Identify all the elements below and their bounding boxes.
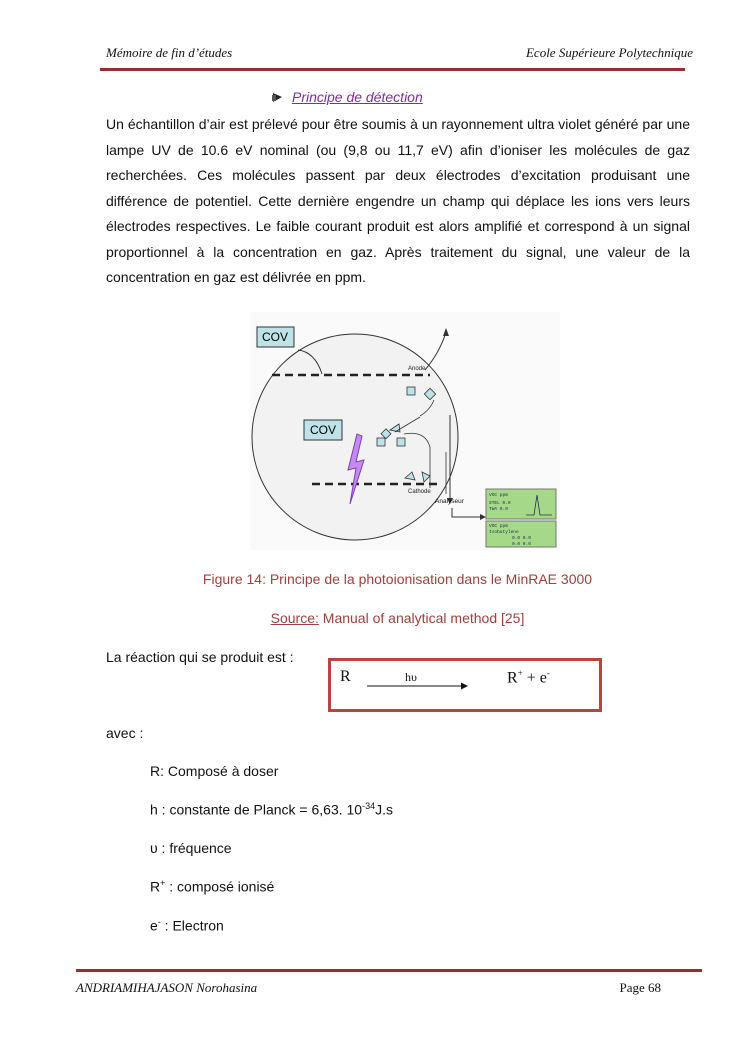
energy-label: hυ: [405, 670, 417, 684]
reaction-arrow-icon: [367, 681, 469, 691]
section-heading: [272, 89, 423, 105]
display-bottom-line2: Isobutylene: [489, 530, 519, 535]
photoionisation-figure: [250, 312, 560, 550]
definition-electron-text: : Electron: [160, 917, 224, 934]
display-top-line2: STEL 0.0: [489, 501, 511, 506]
footer-author: ANDRIAMIHAJASON Norohasina: [76, 980, 258, 995]
bullet-icon: [272, 91, 284, 103]
cov-label-top: COV: [261, 330, 289, 344]
definition-h-exponent: -34: [362, 801, 376, 811]
footer-page-number: Page 68: [619, 980, 661, 995]
source-label: Source:: [270, 610, 319, 626]
section-title: Principe de détection: [292, 89, 423, 105]
definition-r: R: Composé à doser: [150, 763, 279, 779]
avec-label: avec :: [106, 725, 144, 741]
analyseur-label: Analyseur: [435, 498, 464, 505]
definition-nu: υ : fréquence: [150, 840, 232, 856]
reactant: R: [340, 668, 351, 685]
display-top-line1: VOC ppm: [489, 493, 508, 498]
definition-h: [150, 801, 393, 818]
definition-h-text: h : constante de Planck = 6,63. 10: [150, 801, 363, 818]
header-left: Mémoire de fin d’études: [106, 45, 233, 60]
definition-r-plus: [150, 878, 274, 895]
figure-caption: Figure 14: Principe de la photoionisation dans le MinRAE 3000: [202, 571, 593, 587]
reaction-box: [328, 658, 602, 712]
footer-rule: [76, 969, 702, 972]
display-bottom-line4: 0.0 0.0: [512, 542, 531, 547]
definition-electron: [150, 917, 224, 934]
product-plus-electron: + e: [522, 669, 547, 687]
cathode-label: Cathode: [408, 489, 431, 495]
display-top-line3: TWA 0.0: [489, 507, 508, 512]
product-charge: +: [517, 668, 523, 678]
definition-h-unit: J.s: [375, 801, 393, 818]
definition-electron-symbol: e: [150, 917, 158, 934]
detector-chamber: [252, 334, 458, 540]
body-paragraph: Un échantillon d’air est prélevé pour être soumis à un rayonnement ultra violet généré par une lampe UV de 10.6 eV nominal (ou (9,8 ou 11,7 eV) afin d’ioniser les molécules de gaz recherchées. Ces molécules passent par deux électrodes d’excitation produisant une différence de potentiel. Cette dernière engendre un champ qui déplace les ions vers leurs électrodes respectives. Le faible courant produit est alors amplifié et correspond à un signal proportionnel à la concentration en gaz. Après traitement du signal, une valeur de la concentration en gaz est délivrée en ppm.: [106, 116, 690, 285]
electron-charge: -: [546, 668, 550, 678]
header-rule: [100, 68, 685, 71]
source-text: Manual of analytical method [25]: [318, 610, 525, 626]
anode-label: Anode: [408, 366, 426, 372]
product-r: R: [507, 669, 518, 687]
definition-r-plus-text: : composé ionisé: [165, 878, 275, 895]
cov-label-mid: COV: [309, 423, 337, 437]
definition-r-plus-charge: +: [160, 878, 166, 888]
definition-electron-charge: -: [157, 917, 161, 927]
figure-source: [25, 610, 745, 626]
display-bottom-line1: VOC ppm: [489, 524, 508, 529]
reaction-label: La réaction qui se produit est :: [106, 649, 294, 665]
display-bottom-line3: 0.0 0.0: [512, 536, 531, 541]
definition-r-plus-symbol: R: [150, 878, 161, 895]
product: [507, 668, 550, 687]
header-right: Ecole Supérieure Polytechnique: [525, 45, 693, 60]
